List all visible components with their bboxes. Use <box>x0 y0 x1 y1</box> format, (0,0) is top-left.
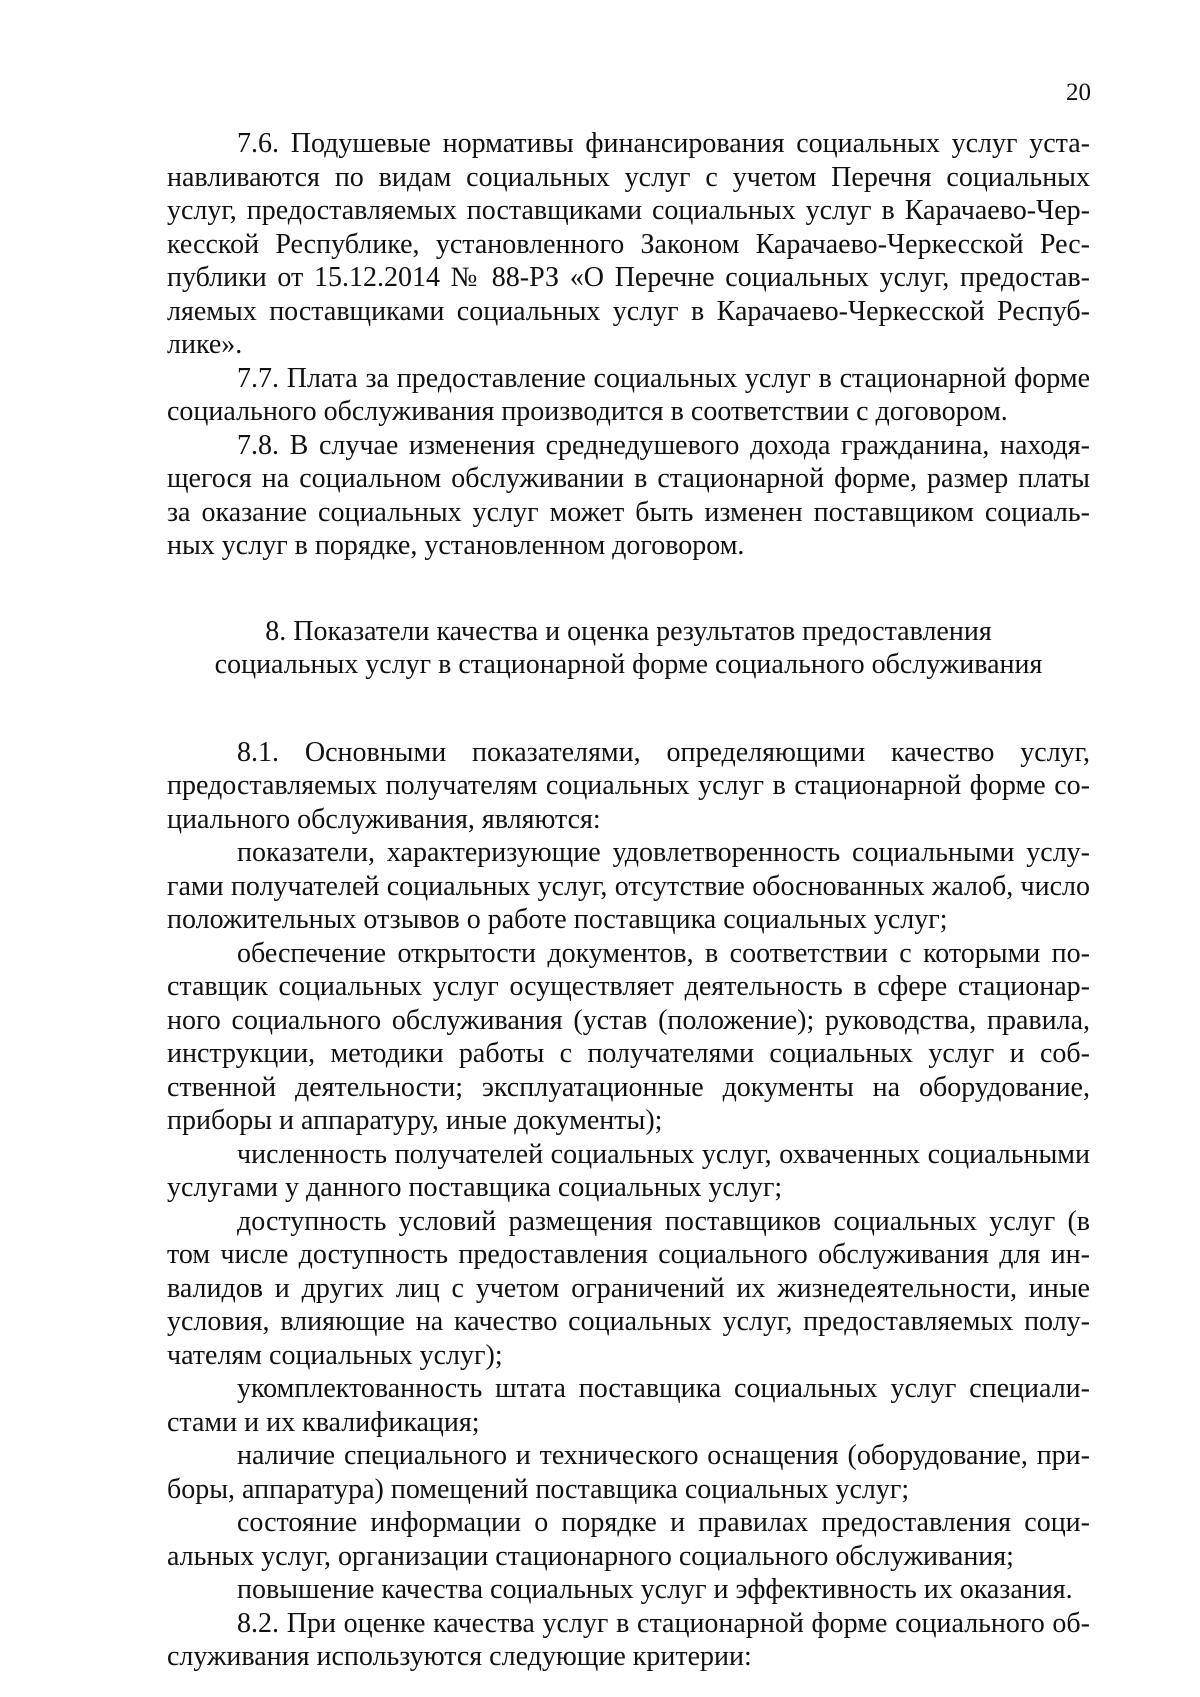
indicator-document-openness: обеспечение открытости документов, в соответствии с которыми поставщик социальных услуг осуществляет деятельность в сфере стационарного социального обслуживания (устав (положение); руководства, правила, инструкции, методики работы с получателями социальных услуг и собственной деятельности; эксплуатационные документы на оборудование, приборы и аппаратуру, иные документы); <box>167 937 1090 1136</box>
paragraph-7-6: 7.6. Подушевые нормативы финансирования социальных услуг устанавливаются по видам социальных услуг с учетом Перечня социальных услуг, предоставляемых поставщиками социальных услуг в Карачаево-Черкесской Республике, установленного Законом Карачаево-Черкесской Республики от 15.12.2014 № 88-РЗ «О Перечне социальных услуг, предоставляемых поставщиками социальных услуг в Карачаево-Черкесской Республике». <box>167 128 1090 360</box>
paragraph-8-2: 8.2. При оценке качества услуг в стационарной форме социального обслуживания используются следующие критерии: <box>167 1607 1090 1672</box>
indicator-recipient-count: численность получателей социальных услуг, охваченных социальными услугами у данного поставщика социальных услуг; <box>167 1138 1090 1203</box>
section-heading-line-2: социальных услуг в стационарной форме социального обслуживания <box>214 649 1043 680</box>
indicator-information: состояние информации о порядке и правилах предоставления социальных услуг, организации стационарного социального обслуживания; <box>167 1507 1090 1572</box>
paragraph-8-1: 8.1. Основными показателями, определяющими качество услуг, предоставляемых получателям социальных услуг в стационарной форме социального обслуживания, являются: <box>167 736 1090 835</box>
section-heading-line-1: 8. Показатели качества и оценка результатов предоставления <box>265 615 992 647</box>
document-body <box>167 127 1090 1674</box>
indicator-staffing: укомплектованность штата поставщика социальных услуг специалистами и их квалификация; <box>167 1373 1090 1438</box>
paragraph-7-8: 7.8. В случае изменения среднедушевого дохода гражданина, находящегося на социальном обслуживании в стационарной форме, размер платы за оказание социальных услуг может быть изменен поставщиком социальных услуг в порядке, установленном договором. <box>167 429 1090 561</box>
indicator-quality-improvement: повышение качества социальных услуг и эффективность их оказания. <box>237 1574 1073 1605</box>
indicator-equipment: наличие специального и технического оснащения (оборудование, приборы, аппаратура) помещений поставщика социальных услуг; <box>167 1440 1090 1505</box>
indicator-satisfaction: показатели, характеризующие удовлетворенность социальными услугами получателей социальных услуг, отсутствие обоснованных жалоб, число положительных отзывов о работе поставщика социальных услуг; <box>167 837 1090 935</box>
section-8-heading <box>167 615 1090 682</box>
paragraph-7-7: 7.7. Плата за предоставление социальных услуг в стационарной форме социального обслуживания производится в соответствии с договором. <box>167 362 1090 427</box>
indicator-accessibility: доступность условий размещения поставщиков социальных услуг (в том числе доступность предоставления социального обслуживания для инвалидов и других лиц с учетом ограничений их жизнедеятельности, иные условия, влияющие на качество социальных услуг, предоставляемых получателям социальных услуг); <box>167 1205 1090 1371</box>
page-number: 20 <box>1066 79 1091 106</box>
